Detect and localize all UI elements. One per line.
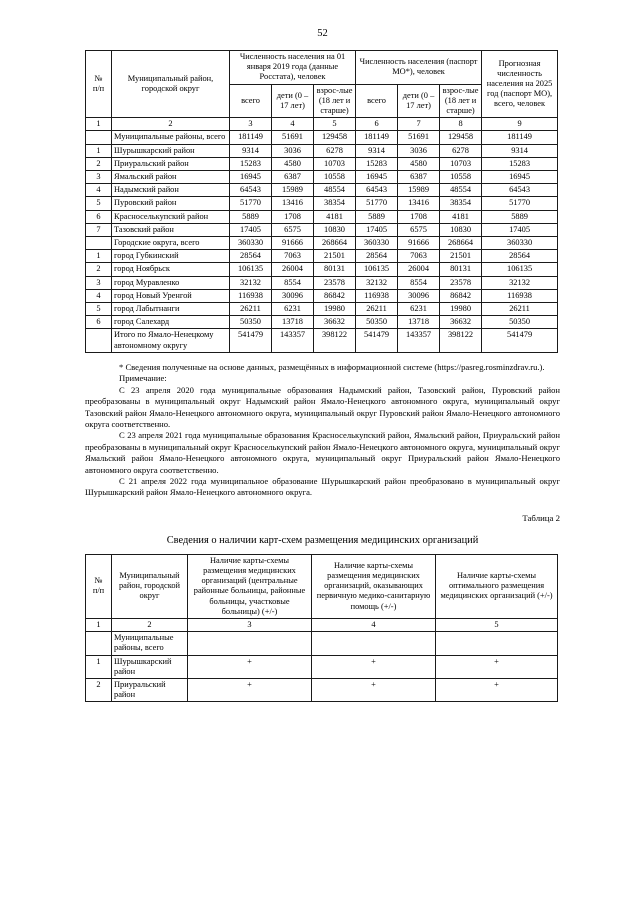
row-municipality-name: город Ноябрьск xyxy=(112,263,230,276)
row-municipality-name: Приуральский район xyxy=(112,678,188,701)
cell-passport-adults: 10830 xyxy=(440,223,482,236)
colnum-9: 9 xyxy=(482,118,558,131)
population-table xyxy=(85,50,558,353)
row-number xyxy=(86,632,112,655)
cell-rosstat-total: 28564 xyxy=(230,250,272,263)
row-municipality-name: город Губкинский xyxy=(112,250,230,263)
row-number: 6 xyxy=(86,210,112,223)
cell-scheme-primary-care: + xyxy=(312,655,436,678)
header-passport-total: всего xyxy=(356,84,398,118)
cell-passport-adults: 38354 xyxy=(440,197,482,210)
cell-rosstat-adults: 36632 xyxy=(314,316,356,329)
table-row xyxy=(86,655,558,678)
cell-rosstat-children: 1708 xyxy=(272,210,314,223)
row-number: 6 xyxy=(86,316,112,329)
cell-passport-adults: 129458 xyxy=(440,131,482,144)
cell-scheme-hospitals xyxy=(188,632,312,655)
cell-forecast-2025: 17405 xyxy=(482,223,558,236)
cell-passport-total: 64543 xyxy=(356,184,398,197)
row-number: 4 xyxy=(86,184,112,197)
cell-passport-adults: 19980 xyxy=(440,303,482,316)
cell-rosstat-children: 7063 xyxy=(272,250,314,263)
t2-header-scheme-primary-care: Наличие карты-схемы размещения медицинских организаций, оказывающих первичную медико-санитарную помощь (+/-) xyxy=(312,554,436,618)
table-row xyxy=(86,171,558,184)
cell-rosstat-adults: 268664 xyxy=(314,237,356,250)
row-municipality-name: Итого по Ямало-Ненецкому автономному округу xyxy=(112,329,230,352)
cell-passport-children: 13718 xyxy=(398,316,440,329)
cell-passport-adults: 10703 xyxy=(440,157,482,170)
row-number: 2 xyxy=(86,263,112,276)
cell-rosstat-children: 3036 xyxy=(272,144,314,157)
table-row xyxy=(86,303,558,316)
row-number: 1 xyxy=(86,250,112,263)
note-2021: С 23 апреля 2021 года муниципальные образования Красноселькупский район, Ямальский район, Приуральский район преобразованы в муниципальный округ Красноселькупский район Ямало-Ненецкого автономного округа, муниципальный округ Ямальский район Ямало-Ненецкого автономного округа, муниципальный округ Приуральский район Ямало-Ненецкого автономного округа соответственно. xyxy=(85,430,560,475)
row-municipality-name: город Лабытнанги xyxy=(112,303,230,316)
cell-rosstat-adults: 80131 xyxy=(314,263,356,276)
cell-rosstat-total: 116938 xyxy=(230,289,272,302)
table-column-number-row xyxy=(86,118,558,131)
cell-forecast-2025: 106135 xyxy=(482,263,558,276)
cell-rosstat-total: 50350 xyxy=(230,316,272,329)
table2-title: Сведения о наличии карт-схем размещения медицинских организаций xyxy=(166,534,479,546)
cell-rosstat-total: 181149 xyxy=(230,131,272,144)
cell-rosstat-children: 6231 xyxy=(272,303,314,316)
t2-colnum-1: 1 xyxy=(86,618,112,631)
row-number xyxy=(86,131,112,144)
cell-scheme-primary-care xyxy=(312,632,436,655)
cell-forecast-2025: 26211 xyxy=(482,303,558,316)
note-2020: С 23 апреля 2020 года муниципальные образования Надымский район, Тазовский район, Пуровский район преобразованы в муниципальный округ Надымский район Ямало-Ненецкого автономного округа, муниципальный округ Тазовский район Ямало-Ненецкого автономного округа, муниципальный округ Пуровский район Ямало-Ненецкого автономного округа соответственно. xyxy=(85,384,560,429)
table2-label: Таблица 2 xyxy=(522,512,560,523)
cell-passport-adults: 398122 xyxy=(440,329,482,352)
row-municipality-name: Пуровский район xyxy=(112,197,230,210)
cell-forecast-2025: 5889 xyxy=(482,210,558,223)
cell-passport-total: 50350 xyxy=(356,316,398,329)
t2-colnum-4: 4 xyxy=(312,618,436,631)
cell-rosstat-total: 360330 xyxy=(230,237,272,250)
cell-passport-children: 13416 xyxy=(398,197,440,210)
footnote-text: * Сведения полученные на основе данных, размещённых в информационной системе (https://pasreg.rosminzdrav.ru.). xyxy=(119,361,545,372)
cell-passport-total: 5889 xyxy=(356,210,398,223)
cell-forecast-2025: 50350 xyxy=(482,316,558,329)
cell-rosstat-children: 143357 xyxy=(272,329,314,352)
cell-rosstat-total: 17405 xyxy=(230,223,272,236)
cell-rosstat-total: 51770 xyxy=(230,197,272,210)
row-municipality-name: Шурышкарский район xyxy=(112,144,230,157)
cell-rosstat-children: 30096 xyxy=(272,289,314,302)
cell-forecast-2025: 28564 xyxy=(482,250,558,263)
cell-rosstat-total: 9314 xyxy=(230,144,272,157)
cell-forecast-2025: 15283 xyxy=(482,157,558,170)
cell-rosstat-children: 13416 xyxy=(272,197,314,210)
t2-colnum-5: 5 xyxy=(436,618,558,631)
cell-scheme-optimal: + xyxy=(436,678,558,701)
table2-header-row xyxy=(86,554,558,618)
cell-passport-adults: 21501 xyxy=(440,250,482,263)
cell-rosstat-total: 64543 xyxy=(230,184,272,197)
t2-colnum-3: 3 xyxy=(188,618,312,631)
colnum-5: 5 xyxy=(314,118,356,131)
cell-passport-total: 181149 xyxy=(356,131,398,144)
row-number: 3 xyxy=(86,276,112,289)
row-number: 7 xyxy=(86,223,112,236)
t2-header-rownum xyxy=(86,554,112,618)
cell-passport-children: 6387 xyxy=(398,171,440,184)
row-number: 1 xyxy=(86,144,112,157)
table-row xyxy=(86,237,558,250)
row-municipality-name: Красноселькупский район xyxy=(112,210,230,223)
table-row xyxy=(86,197,558,210)
map-schemes-table-body xyxy=(86,632,558,702)
t2-header-municipality: Муниципальный район, городской округ xyxy=(112,554,188,618)
cell-passport-adults: 86842 xyxy=(440,289,482,302)
cell-passport-children: 51691 xyxy=(398,131,440,144)
cell-rosstat-total: 32132 xyxy=(230,276,272,289)
table-row xyxy=(86,210,558,223)
table-row xyxy=(86,316,558,329)
header-rosstat-children: дети (0 – 17 лет) xyxy=(272,84,314,118)
cell-rosstat-children: 51691 xyxy=(272,131,314,144)
t2-header-scheme-hospitals: Наличие карты-схемы размещения медицинских организаций (центральные районные больницы, районные больницы, участковые больницы) (+/-) xyxy=(188,554,312,618)
header-rownum-line1: № xyxy=(94,73,103,83)
header-group-rosstat: Численность населения на 01 января 2019 года (данные Росстата), человек xyxy=(230,51,356,85)
table-row xyxy=(86,329,558,352)
cell-rosstat-children: 13718 xyxy=(272,316,314,329)
cell-rosstat-children: 6387 xyxy=(272,171,314,184)
cell-passport-children: 6231 xyxy=(398,303,440,316)
header-group-passport: Численность населения (паспорт МО*), человек xyxy=(356,51,482,85)
table-row xyxy=(86,250,558,263)
cell-rosstat-total: 16945 xyxy=(230,171,272,184)
t2-colnum-2: 2 xyxy=(112,618,188,631)
cell-passport-children: 3036 xyxy=(398,144,440,157)
row-number xyxy=(86,237,112,250)
row-number: 5 xyxy=(86,303,112,316)
cell-scheme-hospitals: + xyxy=(188,678,312,701)
cell-passport-total: 32132 xyxy=(356,276,398,289)
cell-passport-total: 116938 xyxy=(356,289,398,302)
table-row xyxy=(86,223,558,236)
cell-passport-children: 7063 xyxy=(398,250,440,263)
row-number: 1 xyxy=(86,655,112,678)
cell-passport-children: 26004 xyxy=(398,263,440,276)
cell-rosstat-children: 4580 xyxy=(272,157,314,170)
notes-block xyxy=(85,362,560,499)
cell-rosstat-adults: 38354 xyxy=(314,197,356,210)
cell-passport-total: 15283 xyxy=(356,157,398,170)
table-row xyxy=(86,263,558,276)
cell-passport-total: 9314 xyxy=(356,144,398,157)
header-forecast-2025: Прогнозная численность населения на 2025 год (паспорт МО), всего, человек xyxy=(482,51,558,118)
row-municipality-name: Муниципальные районы, всего xyxy=(112,632,188,655)
cell-passport-total: 26211 xyxy=(356,303,398,316)
cell-rosstat-adults: 10558 xyxy=(314,171,356,184)
cell-passport-children: 143357 xyxy=(398,329,440,352)
cell-rosstat-total: 106135 xyxy=(230,263,272,276)
cell-rosstat-total: 5889 xyxy=(230,210,272,223)
colnum-2: 2 xyxy=(112,118,230,131)
header-rosstat-adults: взрос-лые (18 лет и старше) xyxy=(314,84,356,118)
header-municipality: Муниципальный район, городской округ xyxy=(112,51,230,118)
cell-rosstat-adults: 21501 xyxy=(314,250,356,263)
colnum-1: 1 xyxy=(86,118,112,131)
row-number: 4 xyxy=(86,289,112,302)
colnum-7: 7 xyxy=(398,118,440,131)
cell-rosstat-adults: 86842 xyxy=(314,289,356,302)
cell-forecast-2025: 32132 xyxy=(482,276,558,289)
cell-scheme-hospitals: + xyxy=(188,655,312,678)
cell-scheme-optimal xyxy=(436,632,558,655)
cell-passport-children: 4580 xyxy=(398,157,440,170)
cell-rosstat-children: 26004 xyxy=(272,263,314,276)
cell-passport-total: 16945 xyxy=(356,171,398,184)
table-row xyxy=(86,289,558,302)
cell-rosstat-adults: 4181 xyxy=(314,210,356,223)
row-number: 2 xyxy=(86,678,112,701)
table2-column-number-row xyxy=(86,618,558,631)
cell-forecast-2025: 541479 xyxy=(482,329,558,352)
table-row xyxy=(86,184,558,197)
cell-scheme-optimal: + xyxy=(436,655,558,678)
row-municipality-name: Шурышкарский район xyxy=(112,655,188,678)
row-municipality-name: Муниципальные районы, всего xyxy=(112,131,230,144)
t2-header-rownum-line1: № xyxy=(94,576,103,586)
cell-passport-adults: 48554 xyxy=(440,184,482,197)
cell-passport-adults: 36632 xyxy=(440,316,482,329)
row-municipality-name: город Новый Уренгой xyxy=(112,289,230,302)
row-municipality-name: Тазовский район xyxy=(112,223,230,236)
cell-forecast-2025: 181149 xyxy=(482,131,558,144)
cell-passport-total: 28564 xyxy=(356,250,398,263)
cell-rosstat-adults: 10830 xyxy=(314,223,356,236)
cell-rosstat-adults: 10703 xyxy=(314,157,356,170)
header-rosstat-total: всего xyxy=(230,84,272,118)
colnum-3: 3 xyxy=(230,118,272,131)
cell-rosstat-adults: 48554 xyxy=(314,184,356,197)
header-passport-children: дети (0 – 17 лет) xyxy=(398,84,440,118)
cell-forecast-2025: 9314 xyxy=(482,144,558,157)
cell-passport-children: 6575 xyxy=(398,223,440,236)
table-row xyxy=(86,678,558,701)
cell-passport-adults: 6278 xyxy=(440,144,482,157)
cell-rosstat-total: 26211 xyxy=(230,303,272,316)
colnum-6: 6 xyxy=(356,118,398,131)
cell-passport-total: 360330 xyxy=(356,237,398,250)
cell-passport-children: 1708 xyxy=(398,210,440,223)
row-municipality-name: Ямальский район xyxy=(112,171,230,184)
cell-passport-adults: 80131 xyxy=(440,263,482,276)
cell-passport-total: 17405 xyxy=(356,223,398,236)
cell-passport-children: 8554 xyxy=(398,276,440,289)
cell-forecast-2025: 16945 xyxy=(482,171,558,184)
table-row xyxy=(86,632,558,655)
map-schemes-table xyxy=(85,554,558,703)
page-number: 52 xyxy=(317,28,328,39)
row-number: 2 xyxy=(86,157,112,170)
row-municipality-name: Приуральский район xyxy=(112,157,230,170)
cell-rosstat-children: 8554 xyxy=(272,276,314,289)
cell-passport-children: 15989 xyxy=(398,184,440,197)
cell-rosstat-adults: 19980 xyxy=(314,303,356,316)
cell-passport-total: 106135 xyxy=(356,263,398,276)
row-number: 5 xyxy=(86,197,112,210)
header-passport-adults: взрос-лые (18 лет и старше) xyxy=(440,84,482,118)
cell-forecast-2025: 116938 xyxy=(482,289,558,302)
cell-forecast-2025: 360330 xyxy=(482,237,558,250)
row-municipality-name: город Салехард xyxy=(112,316,230,329)
cell-rosstat-children: 15989 xyxy=(272,184,314,197)
cell-rosstat-children: 6575 xyxy=(272,223,314,236)
table-row xyxy=(86,131,558,144)
header-rownum-line2: п/п xyxy=(92,84,105,94)
row-number: 3 xyxy=(86,171,112,184)
note-2022: С 21 апреля 2022 года муниципальное образование Шурышкарский район преобразовано в муниципальный округ Шурышкарский район Ямало-Ненецкого автономного округа. xyxy=(85,475,560,498)
cell-passport-adults: 10558 xyxy=(440,171,482,184)
t2-header-scheme-optimal: Наличие карты-схемы оптимального размещения медицинских организаций (+/-) xyxy=(436,554,558,618)
cell-passport-adults: 23578 xyxy=(440,276,482,289)
cell-rosstat-adults: 6278 xyxy=(314,144,356,157)
header-rownum xyxy=(86,51,112,118)
cell-rosstat-total: 541479 xyxy=(230,329,272,352)
population-table-body xyxy=(86,131,558,352)
cell-rosstat-total: 15283 xyxy=(230,157,272,170)
colnum-4: 4 xyxy=(272,118,314,131)
row-municipality-name: Надымский район xyxy=(112,184,230,197)
cell-forecast-2025: 64543 xyxy=(482,184,558,197)
cell-passport-adults: 268664 xyxy=(440,237,482,250)
cell-rosstat-adults: 398122 xyxy=(314,329,356,352)
row-municipality-name: Городские округа, всего xyxy=(112,237,230,250)
cell-passport-children: 30096 xyxy=(398,289,440,302)
row-municipality-name: город Муравленко xyxy=(112,276,230,289)
t2-header-rownum-line2: п/п xyxy=(92,586,105,596)
table-row xyxy=(86,276,558,289)
cell-scheme-primary-care: + xyxy=(312,678,436,701)
cell-passport-total: 541479 xyxy=(356,329,398,352)
table-row xyxy=(86,157,558,170)
cell-rosstat-adults: 129458 xyxy=(314,131,356,144)
cell-rosstat-adults: 23578 xyxy=(314,276,356,289)
cell-rosstat-children: 91666 xyxy=(272,237,314,250)
cell-forecast-2025: 51770 xyxy=(482,197,558,210)
table-row xyxy=(86,144,558,157)
row-number xyxy=(86,329,112,352)
cell-passport-adults: 4181 xyxy=(440,210,482,223)
cell-passport-children: 91666 xyxy=(398,237,440,250)
cell-passport-total: 51770 xyxy=(356,197,398,210)
colnum-8: 8 xyxy=(440,118,482,131)
table-header-row-top xyxy=(86,51,558,85)
note-label: Примечание: xyxy=(119,373,167,384)
